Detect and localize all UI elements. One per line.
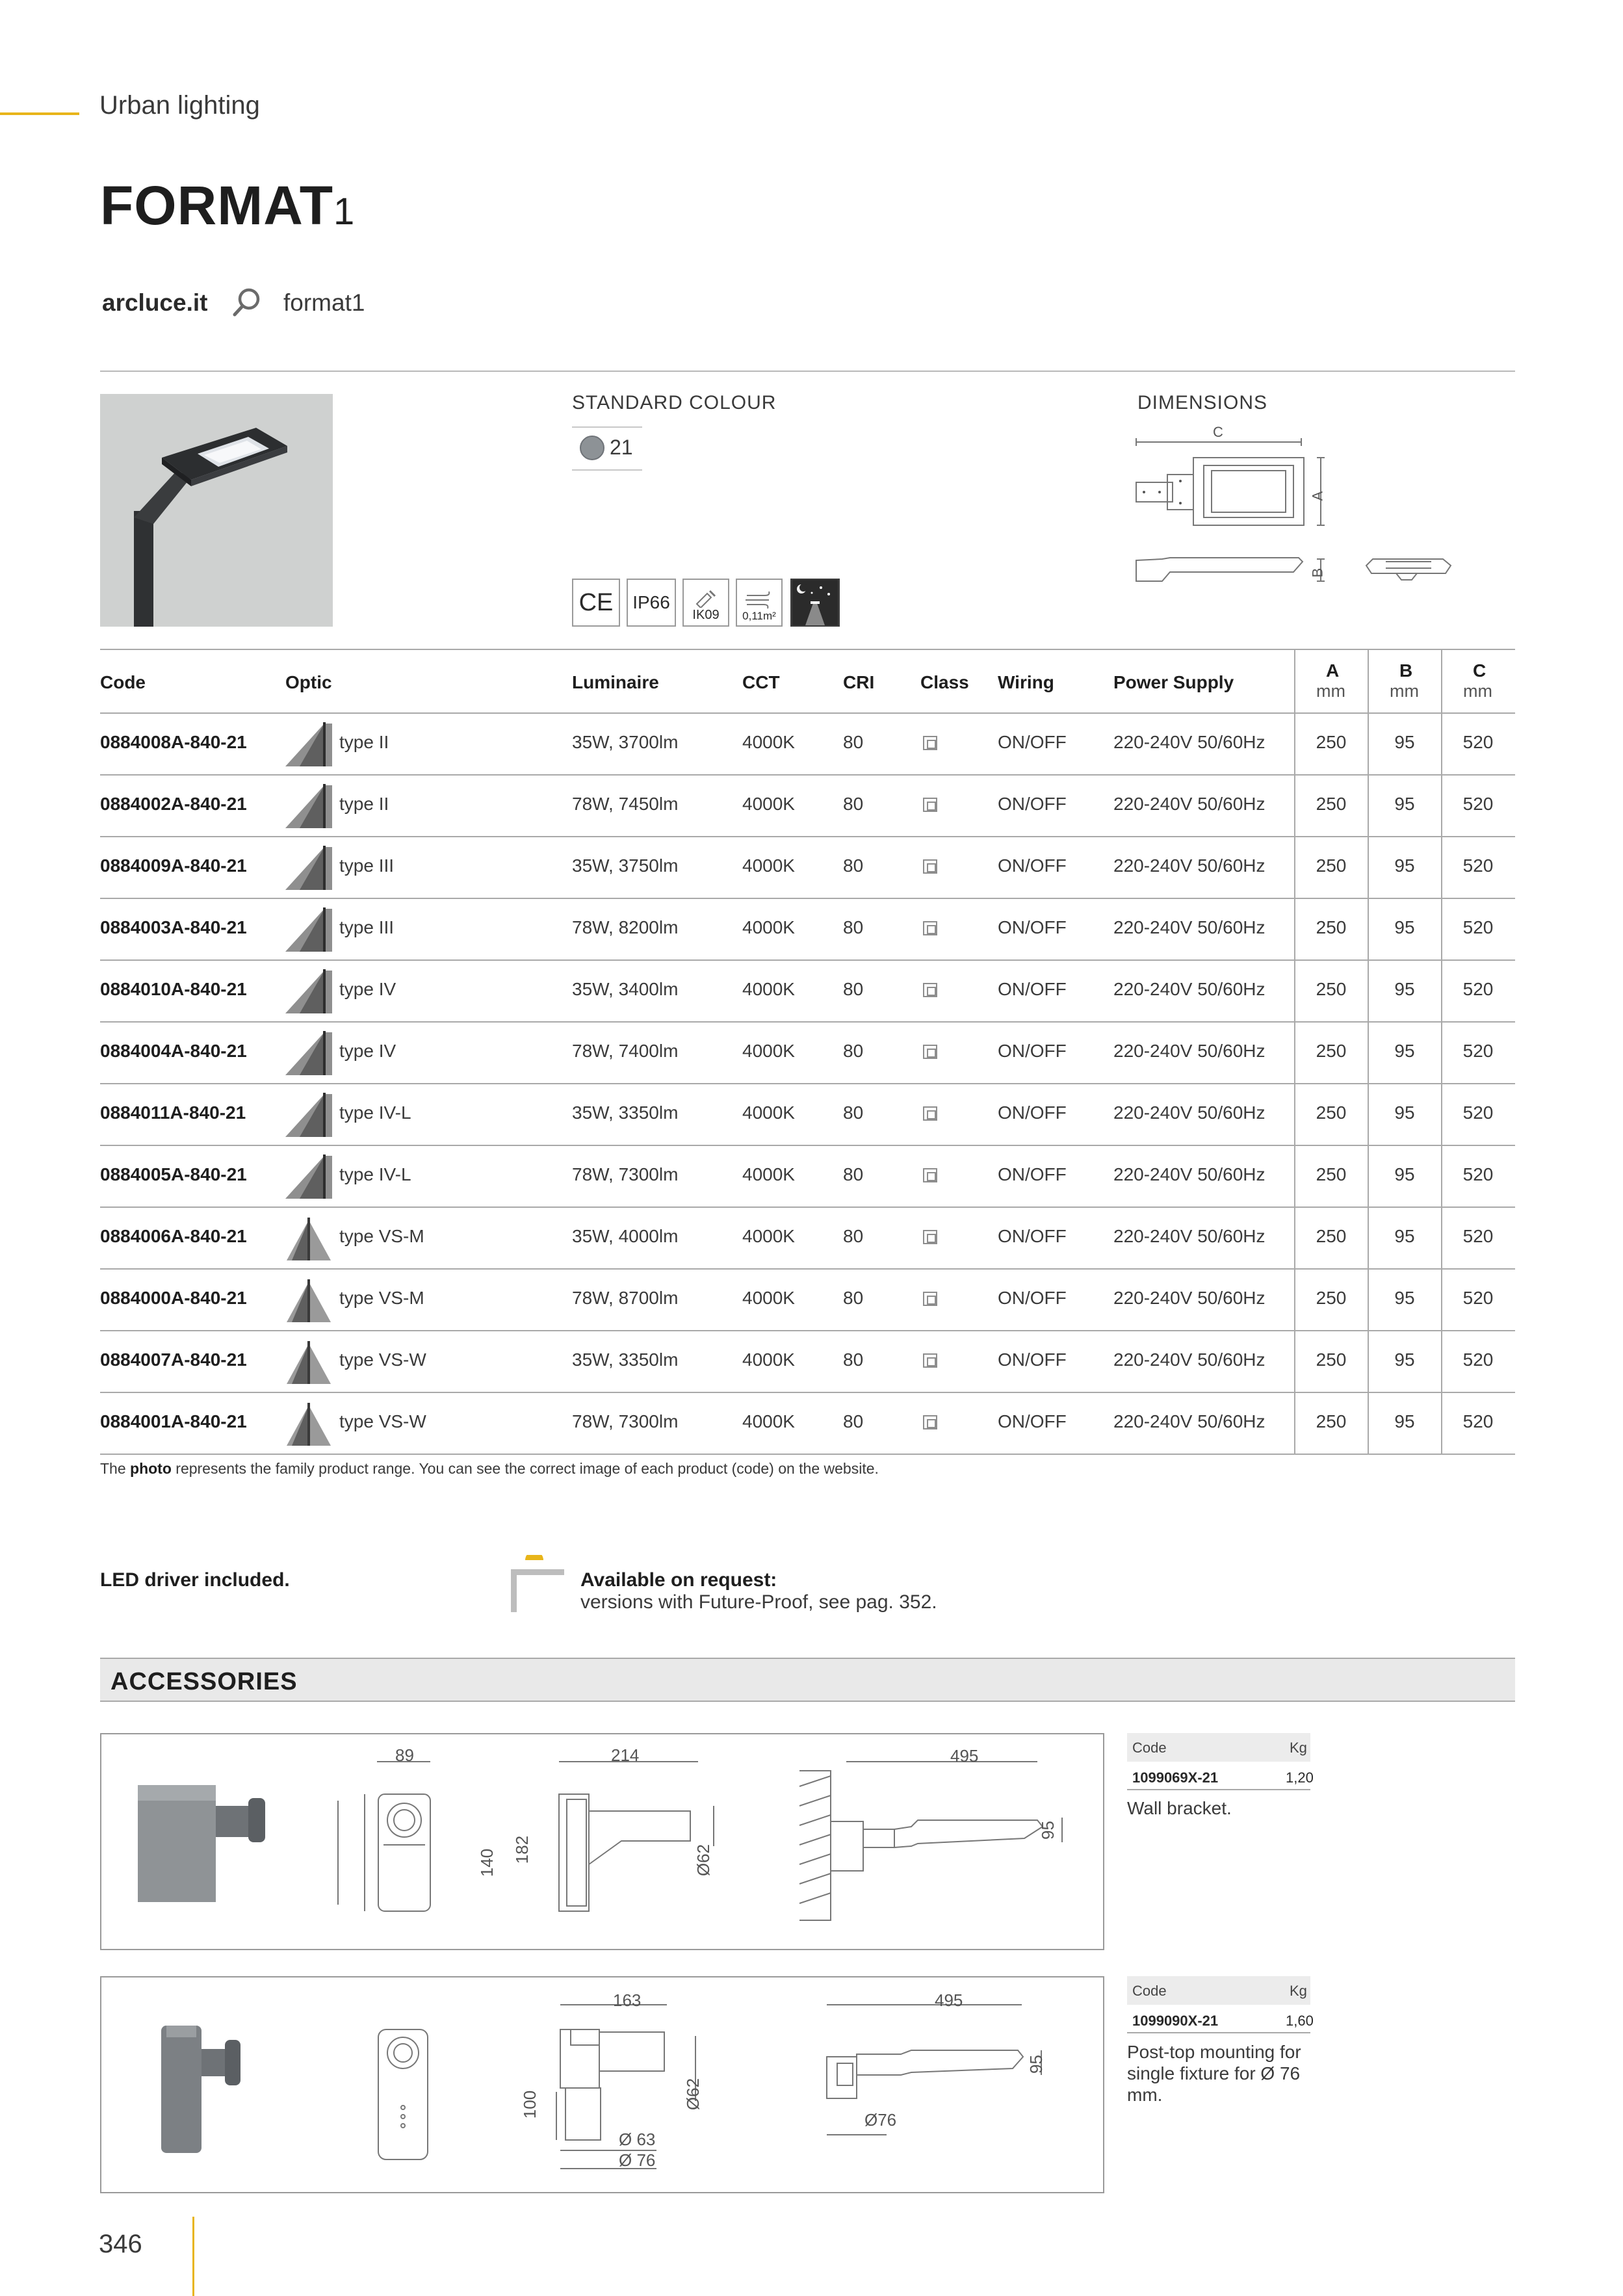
cell-optic: type IV-L (339, 1164, 411, 1184)
class-ii-icon (923, 983, 937, 997)
cell-wiring: ON/OFF (998, 917, 1067, 937)
cell-code: 0884003A-840-21 (100, 917, 247, 937)
cell-optic: type IV (339, 1041, 396, 1061)
section-accent-line (0, 112, 79, 115)
cell-dim-c: 520 (1462, 1226, 1494, 1246)
dim-label: 495 (950, 1746, 979, 1766)
cell-dim-c: 520 (1462, 1288, 1494, 1308)
product-title-suffix: 1 (333, 190, 356, 233)
cell-luminaire: 78W, 7300lm (572, 1164, 679, 1184)
cell-dim-c: 520 (1462, 1350, 1494, 1370)
table-row-rule (100, 1330, 1515, 1331)
dim-label: Ø 76 (619, 2150, 656, 2170)
class-ii-icon (923, 1353, 937, 1368)
cell-power-supply: 220-240V 50/60Hz (1113, 1164, 1266, 1184)
table-row-rule (100, 1268, 1515, 1270)
cell-cri: 80 (843, 1164, 864, 1184)
cell-dim-a: 250 (1316, 855, 1347, 876)
table-row-rule (100, 1145, 1515, 1146)
cell-code: 0884006A-840-21 (100, 1226, 247, 1246)
page-accent-line (192, 2217, 194, 2296)
table-vertical-rule (1368, 649, 1369, 1454)
cell-power-supply: 220-240V 50/60Hz (1113, 917, 1266, 937)
cell-power-supply: 220-240V 50/60Hz (1113, 732, 1266, 752)
optic-icon (285, 1152, 332, 1199)
accessory-1-description: Wall bracket. (1127, 1798, 1232, 1818)
cell-luminaire: 78W, 7300lm (572, 1411, 679, 1431)
cell-cct: 4000K (742, 917, 795, 937)
table-row-rule (100, 1392, 1515, 1393)
cell-cct: 4000K (742, 979, 795, 999)
dim-label: Ø62 (694, 1844, 714, 1877)
cell-power-supply: 220-240V 50/60Hz (1113, 794, 1266, 814)
cell-power-supply: 220-240V 50/60Hz (1113, 1041, 1266, 1061)
cell-cct: 4000K (742, 1102, 795, 1123)
cell-luminaire: 78W, 8200lm (572, 917, 679, 937)
cell-dim-b: 95 (1394, 732, 1415, 752)
dim-label: 495 (935, 1990, 963, 2010)
page-number: 346 (99, 2230, 142, 2258)
accessory-table-row: 1099090X-21 1,60 (1127, 2005, 1310, 2033)
cell-power-supply: 220-240V 50/60Hz (1113, 1350, 1266, 1370)
dim-label: Ø 63 (619, 2130, 656, 2149)
cell-luminaire: 78W, 7450lm (572, 794, 679, 814)
cell-dim-a: 250 (1316, 1164, 1347, 1184)
header-divider (100, 371, 1515, 372)
cell-dim-a: 250 (1316, 794, 1347, 814)
product-title: FORMAT1 (100, 175, 356, 236)
available-on-request-text: versions with Future-Proof, see pag. 352. (580, 1591, 937, 1613)
cell-dim-b: 95 (1394, 979, 1415, 999)
dim-label: 140 (477, 1848, 497, 1877)
cell-dim-c: 520 (1462, 794, 1494, 814)
cell-cri: 80 (843, 1102, 864, 1123)
table-row-rule (100, 959, 1515, 961)
cell-optic: type III (339, 855, 395, 876)
table-vertical-rule (1441, 649, 1442, 1454)
cell-wiring: ON/OFF (998, 1350, 1067, 1370)
cell-optic: type IV (339, 979, 396, 999)
cell-code: 0884004A-840-21 (100, 1041, 247, 1061)
col-header-wiring: Wiring (998, 672, 1054, 692)
cell-code: 0884011A-840-21 (100, 1102, 246, 1123)
class-ii-icon (923, 859, 937, 874)
cell-cct: 4000K (742, 1041, 795, 1061)
cell-cri: 80 (843, 732, 864, 752)
cell-cct: 4000K (742, 1288, 795, 1308)
cell-dim-b: 95 (1394, 1226, 1415, 1246)
cell-cri: 80 (843, 979, 864, 999)
cell-power-supply: 220-240V 50/60Hz (1113, 1226, 1266, 1246)
accessory-table-header: Code Kg (1127, 1733, 1310, 1762)
cell-wiring: ON/OFF (998, 1411, 1067, 1431)
cell-luminaire: 35W, 4000lm (572, 1226, 679, 1246)
photo-note: The photo represents the family product range. You can see the correct image of each product (code) on the website. (100, 1460, 879, 1477)
dim-label: 95 (1037, 1821, 1058, 1840)
cell-cct: 4000K (742, 732, 795, 752)
optic-icon (285, 905, 332, 952)
cell-cri: 80 (843, 1041, 864, 1061)
cell-cct: 4000K (742, 1164, 795, 1184)
cell-cct: 4000K (742, 794, 795, 814)
table-top-rule (100, 649, 1515, 650)
class-ii-icon (923, 1045, 937, 1059)
cell-cct: 4000K (742, 855, 795, 876)
cell-dim-b: 95 (1394, 917, 1415, 937)
table-row-rule (100, 1454, 1515, 1455)
cell-dim-b: 95 (1394, 1041, 1415, 1061)
cell-dim-a: 250 (1316, 732, 1347, 752)
cell-optic: type III (339, 917, 395, 937)
section-label: Urban lighting (99, 91, 260, 120)
cell-code: 0884010A-840-21 (100, 979, 247, 999)
accessory-table-row: 1099069X-21 1,20 (1127, 1762, 1310, 1790)
col-header-class: Class (920, 672, 969, 692)
product-photo (100, 394, 333, 627)
search-term: format1 (283, 289, 365, 316)
cell-cri: 80 (843, 855, 864, 876)
dim-label: 214 (611, 1745, 640, 1765)
cell-wiring: ON/OFF (998, 794, 1067, 814)
col-header-optic: Optic (285, 672, 332, 692)
cell-dim-a: 250 (1316, 1226, 1347, 1246)
future-proof-icon (508, 1555, 567, 1613)
optic-icon (285, 1399, 332, 1446)
optic-icon (285, 1337, 332, 1384)
ip66-icon: IP66 (627, 579, 676, 627)
table-vertical-rule (1294, 649, 1295, 1454)
col-header-c: C (1473, 660, 1487, 681)
cell-code: 0884008A-840-21 (100, 732, 247, 752)
cell-cri: 80 (843, 794, 864, 814)
class-ii-icon (923, 1292, 937, 1306)
search-icon (230, 286, 263, 319)
col-header-a: A (1326, 660, 1340, 681)
cell-dim-a: 250 (1316, 1288, 1347, 1308)
class-ii-icon (923, 1106, 937, 1121)
wind-surface-icon: 0,11m² (736, 579, 783, 627)
col-header-cri: CRI (843, 672, 875, 692)
cell-optic: type VS-M (339, 1226, 424, 1246)
cell-optic: type II (339, 794, 389, 814)
cell-dim-a: 250 (1316, 1350, 1347, 1370)
cell-code: 0884001A-840-21 (100, 1411, 247, 1431)
cell-dim-b: 95 (1394, 1411, 1415, 1431)
cell-power-supply: 220-240V 50/60Hz (1113, 1102, 1266, 1123)
cell-optic: type VS-M (339, 1288, 424, 1308)
colour-dot (580, 436, 604, 460)
col-header-c-unit: mm (1463, 681, 1492, 701)
cell-code: 0884000A-840-21 (100, 1288, 247, 1308)
cell-optic: type IV-L (339, 1102, 411, 1123)
class-ii-icon (923, 921, 937, 935)
cell-luminaire: 35W, 3400lm (572, 979, 679, 999)
optic-icon (285, 720, 332, 766)
cell-cri: 80 (843, 1411, 864, 1431)
cell-code: 0884007A-840-21 (100, 1350, 247, 1370)
cell-power-supply: 220-240V 50/60Hz (1113, 1288, 1266, 1308)
col-header-a-unit: mm (1316, 681, 1345, 701)
class-ii-icon (923, 1168, 937, 1182)
table-row-rule (100, 836, 1515, 837)
cell-optic: type VS-W (339, 1350, 426, 1370)
cell-wiring: ON/OFF (998, 732, 1067, 752)
dim-label: 89 (395, 1745, 414, 1765)
cell-luminaire: 35W, 3350lm (572, 1102, 679, 1123)
col-header-cct: CCT (742, 672, 780, 692)
cell-wiring: ON/OFF (998, 979, 1067, 999)
cell-dim-c: 520 (1462, 732, 1494, 752)
dim-label: 182 (512, 1835, 532, 1864)
cell-luminaire: 35W, 3750lm (572, 855, 679, 876)
cell-cri: 80 (843, 1350, 864, 1370)
optic-icon (285, 843, 332, 890)
col-header-b: B (1399, 660, 1413, 681)
cell-wiring: ON/OFF (998, 1164, 1067, 1184)
optic-icon (285, 967, 332, 1013)
optic-icon (285, 1090, 332, 1137)
colour-swatch (572, 426, 642, 471)
website-link[interactable]: arcluce.it (102, 289, 208, 316)
cell-wiring: ON/OFF (998, 855, 1067, 876)
table-row-rule (100, 1021, 1515, 1023)
cell-luminaire: 78W, 8700lm (572, 1288, 679, 1308)
dimension-c-label: C (1213, 424, 1223, 440)
cell-power-supply: 220-240V 50/60Hz (1113, 1411, 1266, 1431)
standard-colour-label: STANDARD COLOUR (572, 392, 777, 413)
cell-dim-c: 520 (1462, 1041, 1494, 1061)
col-header-luminaire: Luminaire (572, 672, 659, 692)
cell-dim-a: 250 (1316, 917, 1347, 937)
cell-power-supply: 220-240V 50/60Hz (1113, 855, 1266, 876)
cell-dim-c: 520 (1462, 979, 1494, 999)
accessories-title: ACCESSORIES (110, 1668, 298, 1695)
dimension-a-label: A (1309, 491, 1326, 501)
cell-dim-a: 250 (1316, 979, 1347, 999)
col-header-b-unit: mm (1390, 681, 1419, 701)
class-ii-icon (923, 736, 937, 750)
table-row-rule (100, 1207, 1515, 1208)
cell-code: 0884002A-840-21 (100, 794, 247, 814)
cell-cri: 80 (843, 1288, 864, 1308)
cell-code: 0884009A-840-21 (100, 855, 247, 876)
col-header-power: Power Supply (1113, 672, 1234, 692)
table-row-rule (100, 898, 1515, 899)
class-ii-icon (923, 1230, 937, 1244)
dark-sky-icon (790, 579, 840, 627)
cell-dim-b: 95 (1394, 794, 1415, 814)
col-header-code: Code (100, 672, 146, 692)
cell-dim-c: 520 (1462, 1411, 1494, 1431)
cell-dim-c: 520 (1462, 1164, 1494, 1184)
cell-dim-a: 250 (1316, 1102, 1347, 1123)
cell-dim-b: 95 (1394, 1350, 1415, 1370)
colour-code: 21 (610, 436, 633, 459)
ce-mark-icon: CE (572, 579, 620, 627)
cell-dim-b: 95 (1394, 855, 1415, 876)
cell-dim-c: 520 (1462, 855, 1494, 876)
cell-luminaire: 35W, 3350lm (572, 1350, 679, 1370)
class-ii-icon (923, 798, 937, 812)
available-on-request-title: Available on request: (580, 1569, 777, 1591)
optic-icon (285, 1214, 332, 1260)
cell-dim-a: 250 (1316, 1041, 1347, 1061)
accessory-2-description: Post-top mounting for single fixture for Ø 76 mm. (1127, 2042, 1301, 2105)
cell-power-supply: 220-240V 50/60Hz (1113, 979, 1266, 999)
cell-wiring: ON/OFF (998, 1102, 1067, 1123)
cell-wiring: ON/OFF (998, 1288, 1067, 1308)
accessories-header (100, 1658, 1515, 1702)
dim-label: Ø76 (864, 2110, 897, 2130)
dimensions-label: DIMENSIONS (1137, 392, 1268, 413)
dim-label: 100 (520, 2090, 540, 2119)
led-driver-note: LED driver included. (100, 1569, 290, 1591)
dim-label: 163 (613, 1990, 642, 2010)
cell-dim-a: 250 (1316, 1411, 1347, 1431)
cell-cct: 4000K (742, 1411, 795, 1431)
class-ii-icon (923, 1415, 937, 1429)
cell-cct: 4000K (742, 1226, 795, 1246)
table-header-rule (100, 712, 1515, 714)
cell-wiring: ON/OFF (998, 1226, 1067, 1246)
cell-dim-c: 520 (1462, 1102, 1494, 1123)
dim-label: Ø62 (683, 2078, 703, 2111)
cell-dim-b: 95 (1394, 1164, 1415, 1184)
optic-icon (285, 1028, 332, 1075)
dimension-b-label: B (1309, 567, 1326, 578)
cell-cri: 80 (843, 917, 864, 937)
table-row-rule (100, 774, 1515, 776)
optic-icon (285, 1275, 332, 1322)
cell-luminaire: 78W, 7400lm (572, 1041, 679, 1061)
table-row-rule (100, 1083, 1515, 1084)
cell-cct: 4000K (742, 1350, 795, 1370)
cell-cri: 80 (843, 1226, 864, 1246)
accessory-table-header: Code Kg (1127, 1976, 1310, 2005)
dim-label: 95 (1026, 2055, 1046, 2074)
cell-optic: type VS-W (339, 1411, 426, 1431)
cell-optic: type II (339, 732, 389, 752)
optic-icon (285, 781, 332, 828)
cell-dim-c: 520 (1462, 917, 1494, 937)
cell-dim-b: 95 (1394, 1102, 1415, 1123)
cell-wiring: ON/OFF (998, 1041, 1067, 1061)
cell-code: 0884005A-840-21 (100, 1164, 247, 1184)
cell-dim-b: 95 (1394, 1288, 1415, 1308)
cell-luminaire: 35W, 3700lm (572, 732, 679, 752)
ik09-icon: IK09 (682, 579, 729, 627)
